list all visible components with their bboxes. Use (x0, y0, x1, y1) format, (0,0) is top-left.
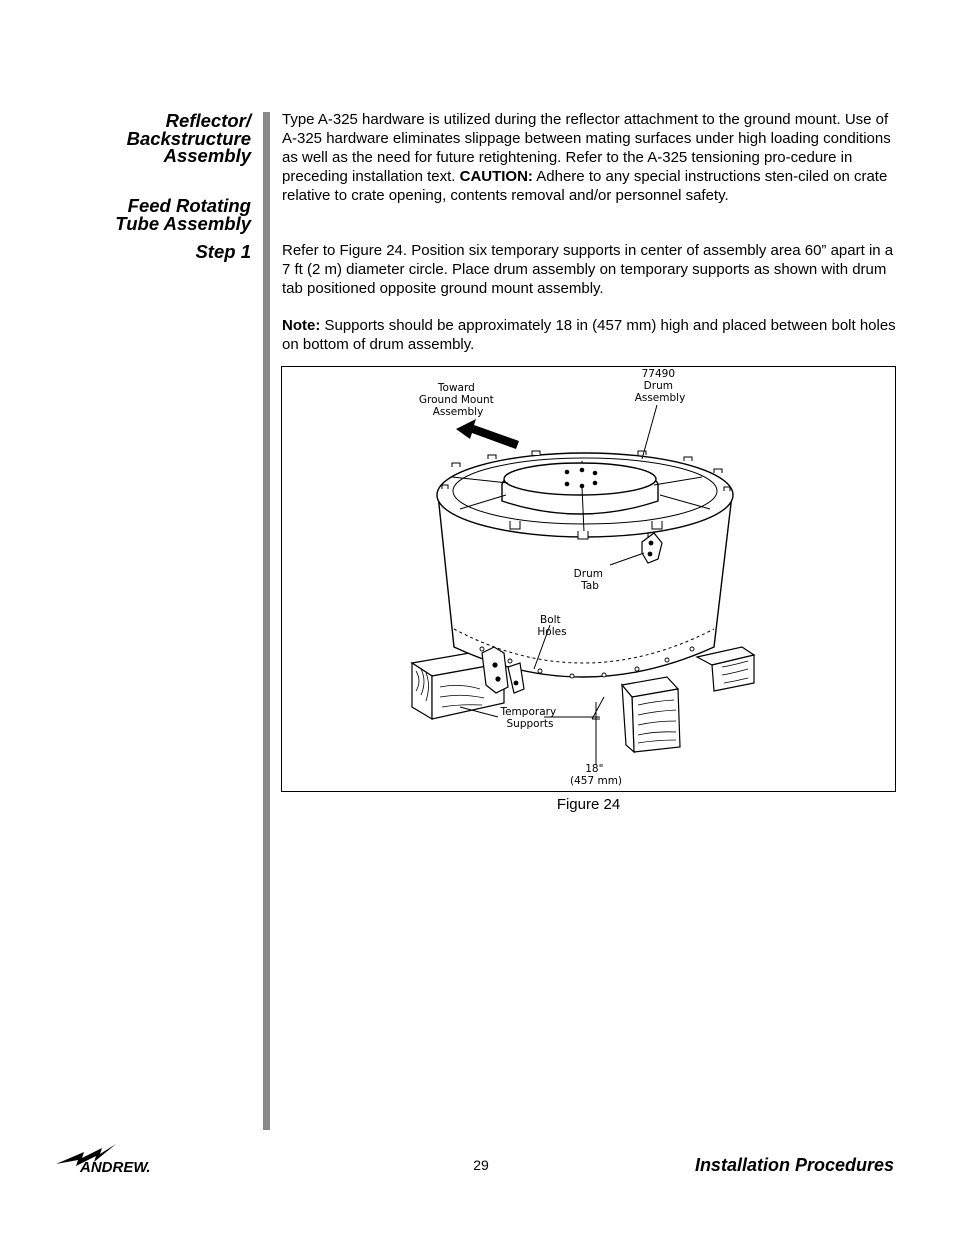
heading-line: Reflector/ (165, 110, 251, 131)
heading-step-1 (195, 243, 251, 261)
vertical-divider (263, 112, 270, 1130)
label-bolt-holes: Bolt Holes (537, 614, 567, 638)
andrew-logo (56, 1140, 176, 1185)
heading-line: Tube Assembly (115, 212, 251, 234)
heading-line: Feed Rotating (127, 195, 251, 216)
heading-line: Backstructure (126, 127, 251, 149)
figure-caption: Figure 24 (556, 796, 621, 813)
caution-label: CAUTION: (459, 168, 533, 185)
label-drum-tab: Drum Tab (573, 568, 603, 592)
label-drum-assembly: 77490 Drum Assembly (634, 368, 686, 404)
support-front (622, 677, 680, 752)
heading-feed-rotating-tube (115, 197, 251, 232)
paragraph-text: Refer to Figure 24. Position six temporary supports in center of assembly area 60” apart in a 7 ft (2 m) diameter circle. Place drum assembly on temporary supports as shown with drum tab positioned opposite ground mount assembly. (282, 242, 894, 297)
paragraph-text: Adhere to any special instructions sten-ciled on crate relative to crate opening, contents removal and/or personnel safety. (282, 168, 888, 204)
support-right (697, 647, 754, 691)
heading-line: Assembly (163, 145, 251, 166)
lightning-bolt-icon (56, 1140, 176, 1180)
paragraph-step-1 (282, 241, 902, 298)
figure-24 (281, 366, 896, 792)
note-label: Note: (282, 317, 321, 334)
paragraph-note (282, 316, 902, 354)
page-number: 29 (473, 1157, 489, 1173)
label-temporary-supports: Temporary Supports (500, 706, 557, 730)
paragraph-a325-hardware (282, 110, 902, 205)
arrow-toward-ground-mount (456, 419, 519, 449)
note-text: Supports should be approximately 18 in (457 mm) high and placed between bolt holes on bottom of drum assembly. (282, 317, 896, 353)
label-toward-ground-mount: Toward Ground Mount Assembly (418, 382, 494, 418)
heading-line: Step 1 (195, 241, 251, 262)
label-height: 18" (457 mm) (569, 763, 623, 787)
paragraph-text: Type A-325 hardware is utilized during the reflector attachment to the ground mount. Use of A-325 hardware eliminates slippage between mating surfaces under high loading conditions as well as the need for future retightening. Refer to the A-325 tensioning pro-cedure in preceding installation text. (282, 111, 891, 185)
heading-reflector-backstructure (127, 112, 251, 165)
drum-assembly-illustration (282, 367, 897, 793)
section-title: Installation Procedures (694, 1155, 894, 1175)
logo-wordmark: ANDREW. (80, 1159, 151, 1176)
